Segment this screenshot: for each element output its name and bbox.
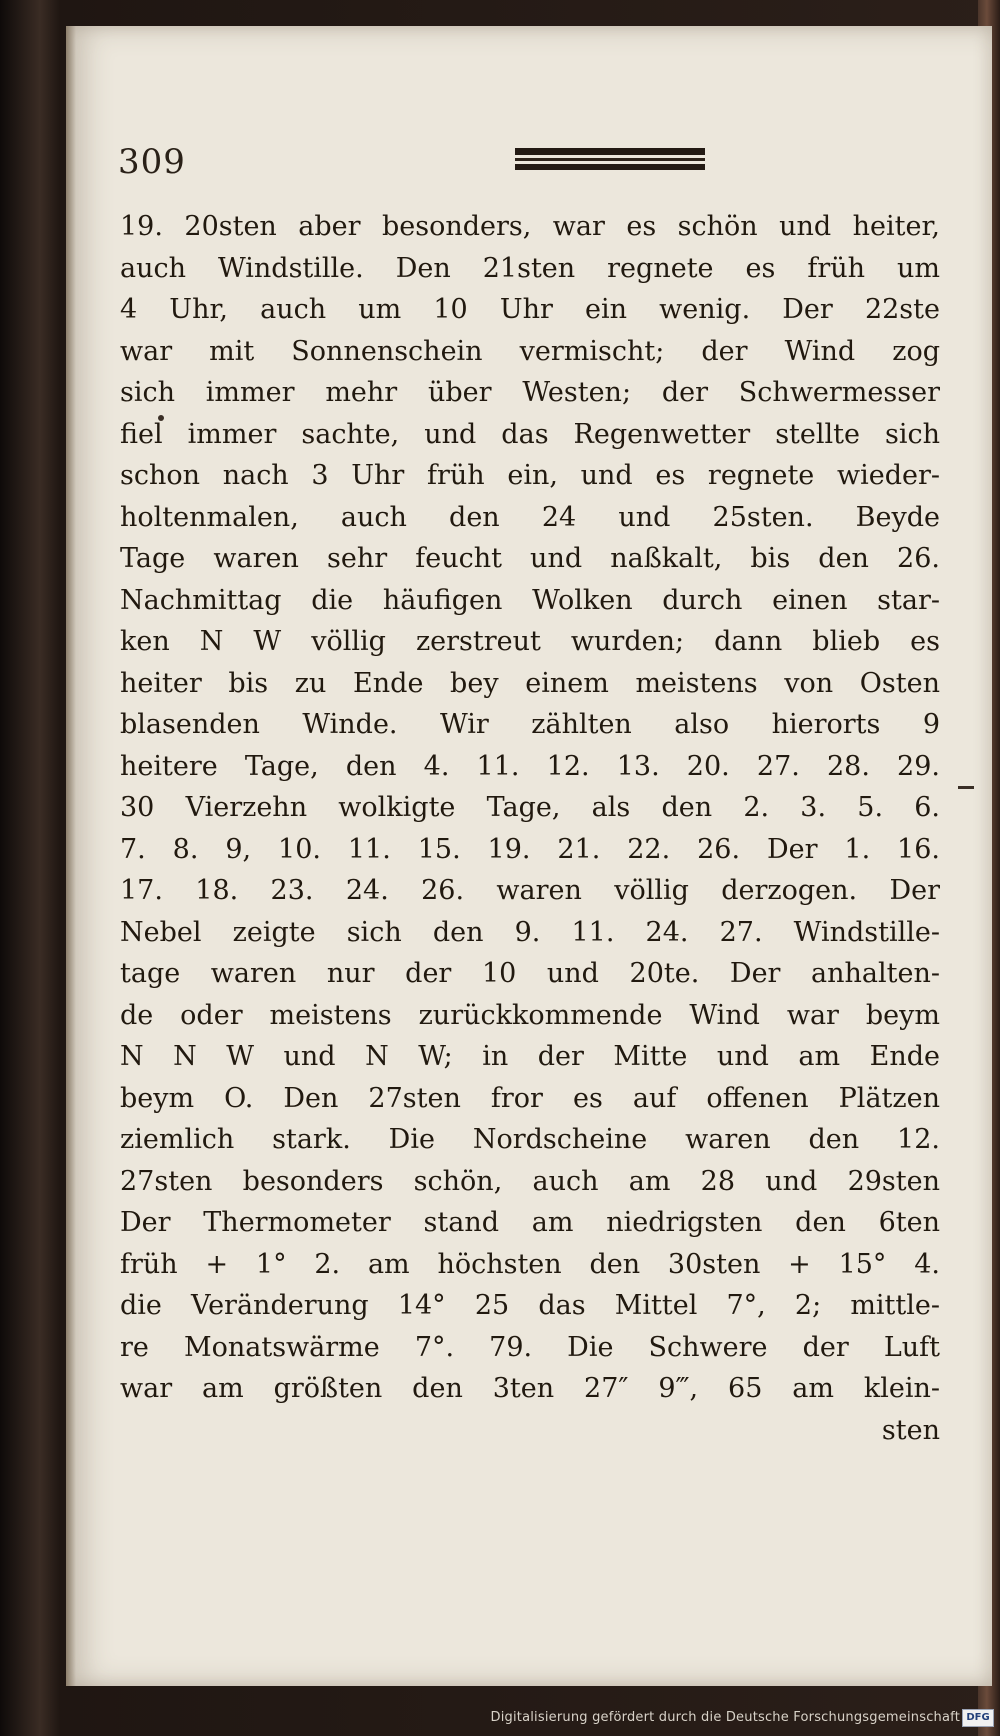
margin-dash-mark bbox=[958, 786, 974, 789]
text-line: holtenmalen, auch den 24 und 25sten. Beyde bbox=[120, 501, 940, 533]
text-line: sich immer mehr über Westen; der Schwermesser bbox=[120, 377, 940, 408]
text-line: 17. 18. 23. 24. 26. waren völlig derzogen. Der bbox=[120, 875, 940, 906]
page-header bbox=[118, 118, 938, 188]
text-line: fiel immer sachte, und das Regenwetter stellte sich bbox=[120, 418, 940, 450]
text-line: 7. 8. 9, 10. 11. 15. 19. 21. 22. 26. Der 1. 16. bbox=[120, 833, 940, 865]
text-line: re Monatswärme 7°. 79. Die Schwere der Luft bbox=[120, 1331, 940, 1363]
text-line: Der Thermometer stand am niedrigsten den 6ten bbox=[120, 1207, 940, 1238]
text-line: schon nach 3 Uhr früh ein, und es regnete wieder- bbox=[120, 460, 940, 491]
text-line: beym O. Den 27sten fror es auf offenen Plätzen bbox=[120, 1082, 940, 1114]
ornament-bar-middle bbox=[515, 158, 705, 161]
ornament-bar-top bbox=[515, 148, 705, 155]
text-line: 19. 20sten aber besonders, war es schön und heiter, bbox=[120, 211, 940, 242]
body-text bbox=[120, 206, 940, 1451]
text-line: ziemlich stark. Die Nordscheine waren den 12. bbox=[120, 1124, 940, 1155]
text-line: war am größten den 3ten 27″ 9‴, 65 am klein- bbox=[120, 1373, 940, 1404]
text-line: früh + 1° 2. am höchsten den 30sten + 15° 4. bbox=[120, 1248, 940, 1280]
page-gutter-shadow bbox=[66, 26, 76, 1686]
text-line: Nebel zeigte sich den 9. 11. 24. 27. Windstille- bbox=[120, 916, 940, 948]
text-line: 27sten besonders schön, auch am 28 und 29sten bbox=[120, 1165, 940, 1197]
digitization-footer bbox=[0, 1704, 1000, 1736]
text-line: auch Windstille. Den 21sten regnete es früh um bbox=[120, 252, 940, 284]
dfg-logo: DFG bbox=[962, 1709, 994, 1727]
page-number: 309 bbox=[118, 142, 186, 182]
ornament-bar-bottom bbox=[515, 164, 705, 170]
text-line: war mit Sonnenschein vermischt; der Wind zog bbox=[120, 335, 940, 367]
text-line: Tage waren sehr feucht und naßkalt, bis den 26. bbox=[120, 543, 940, 574]
text-line: blasenden Winde. Wir zählten also hierorts 9 bbox=[120, 709, 940, 740]
text-line: heitere Tage, den 4. 11. 12. 13. 20. 27. 28. 29. bbox=[120, 750, 940, 782]
text-line: de oder meistens zurückkommende Wind war beym bbox=[120, 999, 940, 1031]
text-line: Nachmittag die häufigen Wolken durch einen star- bbox=[120, 584, 940, 616]
text-line: sten bbox=[881, 1414, 940, 1446]
text-line: N N W und N W; in der Mitte und am Ende bbox=[120, 1041, 940, 1072]
text-line: 30 Vierzehn wolkigte Tage, als den 2. 3. 5. 6. bbox=[120, 792, 940, 823]
funding-credit: Digitalisierung gefördert durch die Deutsche Forschungsgemeinschaft bbox=[490, 1710, 960, 1725]
text-line: tage waren nur der 10 und 20te. Der anhalten- bbox=[120, 958, 940, 989]
text-line: die Veränderung 14° 25 das Mittel 7°, 2; mittle- bbox=[120, 1290, 940, 1321]
header-ornament-rule bbox=[515, 148, 705, 172]
text-line: ken N W völlig zerstreut wurden; dann blieb es bbox=[120, 626, 940, 657]
text-line: 4 Uhr, auch um 10 Uhr ein wenig. Der 22ste bbox=[120, 294, 940, 325]
text-line: heiter bis zu Ende bey einem meistens von Osten bbox=[120, 667, 940, 699]
